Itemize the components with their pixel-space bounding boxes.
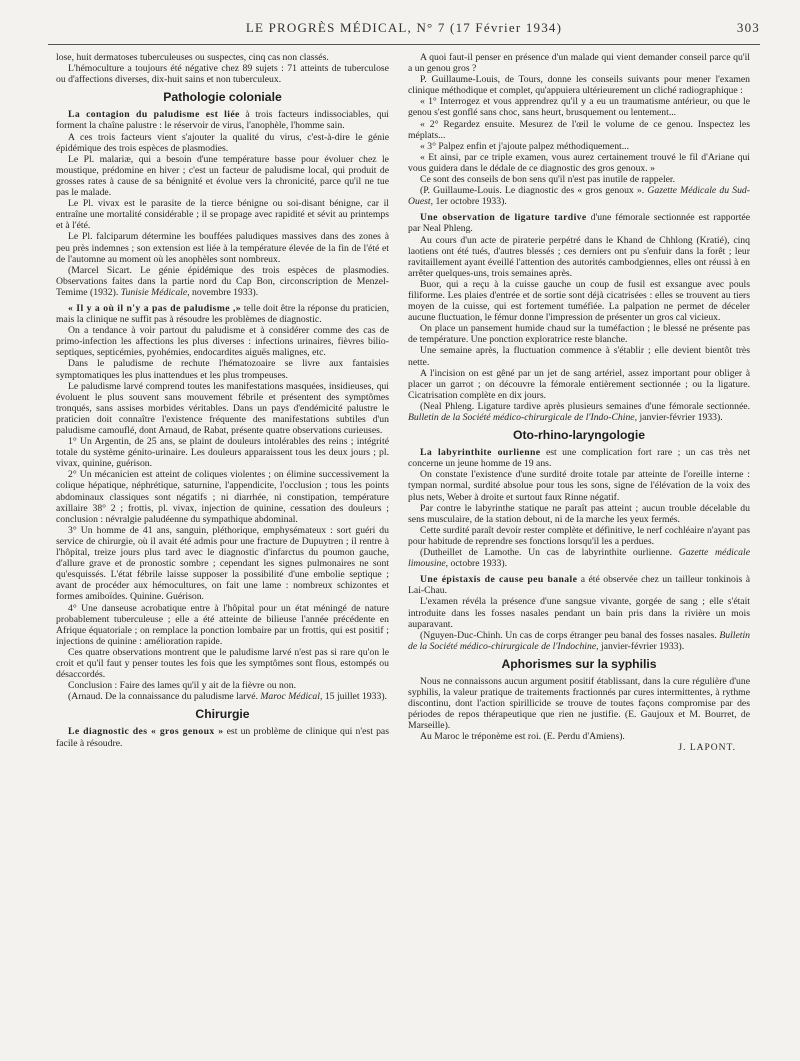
section-heading-aphorismes: Aphorismes sur la syphilis: [501, 656, 657, 671]
paragraph: [408, 574, 750, 596]
paragraph: [56, 109, 389, 131]
paragraph: On constate l'existence d'une surdité droite totale par atteinte de l'oreille interne : tympan normal, surdité absolue pour tous les sons, signe de l'élévation de la voix des plus nets, Weber à droite et surtout faux Rinne négatif.: [408, 469, 750, 503]
paragraph: Dans le paludisme de rechute l'hématozoaire se livre aux fantaisies symptomatiques les plus inattendues et les plus trompeuses.: [56, 358, 389, 381]
page-number: 303: [736, 20, 760, 35]
paragraph: Une semaine après, la fluctuation commence à s'établir ; elle devient bientôt très nette.: [408, 345, 750, 368]
citation: [56, 691, 389, 702]
paragraph: Le Pl. malariæ, qui a besoin d'une température basse pour évoluer chez le moustique, prédomine en hiver ; c'est un facteur de paludisme local, qui produit de grosses rates à cause de sa bénignité et évolue vers la chronicité, parce qu'il ne tue pas le malade.: [56, 153, 389, 199]
paragraph-text: à trois facteurs indissociables, qui forment la chaîne palustre : le réservoir de virus, l'anophèle, l'homme sain.: [56, 109, 389, 132]
citation-source: Gazette Médicale du Sud-Ouest,: [408, 185, 750, 208]
citation: [408, 185, 750, 207]
citation-text: (Nguyen-Duc-Chinh. Un cas de corps étranger peu banal des fosses nasales.: [420, 629, 720, 641]
journal-title: LE PROGRÈS MÉDICAL, N° 7 (17 Février 1934): [245, 20, 563, 35]
paragraph: [408, 447, 750, 469]
lead-phrase: « Il y a où il n'y a pas de paludisme ,»: [68, 302, 242, 314]
citation-text: (Neal Phleng. Ligature tardive après plusieurs semaines d'une fémorale sectionnée.: [420, 400, 750, 412]
paragraph: Nous ne connaissons aucun argument positif établissant, dans la cure régulière d'une syphilis, la valeur pratique de traitements fractionnés par cures intermittentes, à rythme discontinu, dont l'action spirillicide se trouve de toutes façons compromise par des périodes de repos thérapeutique que rien ne justifie. (E. Gaujoux et M. Bourret, de Marseille).: [408, 675, 750, 732]
paragraph: On a tendance à voir partout du paludisme et à considérer comme des cas de primo-infection les affections les plus diverses : infections urinaires, fièvres bilio-septiques, septicémies, pyohémies, endocardites aiguës malignes, etc.: [56, 325, 389, 359]
citation-source: Bulletin de la Société médico-chirurgicale de l'Indo-Chine,: [408, 412, 638, 423]
lead-phrase: Une observation de ligature tardive: [420, 212, 587, 224]
paragraph: Le paludisme larvé comprend toutes les manifestations masquées, insidieuses, qui évoluent le plus souvent sans mouvement fébrile et présentent des symptômes tronqués, sans assises morbides véritables. Dans un pays d'endémicité palustre le praticien doit connaître l'existence fréquente des manifestations subtiles d'un paludisme camouflé, dont Arnaud, de Rabat, présente quatre observations curieuses.: [56, 380, 389, 436]
lead-phrase: La contagion du paludisme est liée: [68, 109, 240, 121]
paragraph: [56, 303, 389, 325]
citation-source: Tunisie Médicale,: [120, 286, 190, 298]
lead-phrase: La labyrinthite ourlienne: [420, 447, 541, 459]
citation-date: 15 juillet 1933).: [322, 691, 387, 703]
paragraph: Buor, qui a reçu à la cuisse gauche un coup de fusil est exsangue avec pouls filiforme. Les plaies d'entrée et de sortie sont déjà cicatrisées : elles se trouvent au tiers moyen de la cuisse, qui est fortement tuméfiée. La palpation ne permet de déceler aucune fluctuation, le fémur donne l'impression de présenter un gros cal vicieux.: [408, 278, 750, 324]
paragraph: L'hémoculture a toujours été négative chez 89 sujets : 71 atteints de tuberculose ou d'affections diverses, dix-huit sains et non tuberculeux.: [56, 63, 389, 86]
paragraph: Au Maroc le tréponème est roi. (E. Perdu d'Amiens).: [420, 731, 625, 743]
citation-text: (Marcel Sicart. Le génie épidémique des trois espèces de plasmodies. Observations faites dans la partie nord du Cap Bon, circonscription de Menzel-Temime (1932).: [56, 264, 389, 298]
citation-source: Bulletin de la Société médico-chirurgicale de l'Indochine,: [408, 629, 750, 652]
citation-source: Gazette médicale limousine,: [408, 547, 750, 570]
running-header: [48, 18, 760, 40]
paragraph: A l'incision on est gêné par un jet de sang artériel, assez important pour obliger à placer un garrot ; on découvre la fémorale entièrement sectionnée ; ou la ligature. Cicatrisation complète en dix jours.: [408, 367, 750, 401]
paragraph: Ce sont des conseils de bon sens qu'il n'est pas inutile de rappeler.: [420, 174, 676, 186]
paragraph: Par contre le labyrinthe statique ne paraît pas atteint ; aucun trouble décelable du sens musculaire, de la station debout, ni de la marche les yeux fermés.: [408, 502, 750, 525]
paragraph-text: est une complication fort rare ; un cas très net concerne un jeune homme de 19 ans.: [408, 447, 751, 470]
paragraph-text: est un problème de clinique qui n'est pas facile à résoudre.: [56, 726, 389, 749]
section-heading-oto-rhino-laryngologie: Oto-rhino-laryngologie: [512, 428, 646, 443]
section-heading-pathologie-coloniale: Pathologie coloniale: [163, 90, 282, 105]
author-signature: J. LAPONT.: [678, 742, 736, 753]
citation-text: (Arnaud. De la connaissance du paludisme larvé.: [68, 691, 261, 703]
paragraph: [408, 212, 750, 234]
paragraph: 4° Une danseuse acrobatique entre à l'hôpital pour un état méningé de nature probablement tuberculeuse ; elle a été atteinte de bilieuse l'année précédente en Afrique équatoriale ; on remplace la ponction lombaire par un frottis, qui est positif ; injections de quinine : amélioration rapide.: [56, 602, 389, 647]
header-rule: [48, 44, 760, 45]
paragraph-text: telle doit être la réponse du praticien, mais la clinique ne suffit pas à résoudre les problèmes de diagnostic.: [56, 302, 389, 326]
paragraph: Au cours d'un acte de piraterie perpétré dans le Khand de Chhlong (Kratié), cinq laotiens ont été tués, d'autres blessés ; ces derniers ont pu s'enfuir dans la forêt ; leur ravitaillement ayant éveillé l'attention des autorités cambodgiennes, elles ont réussi à en arrêter quelques-uns, trois semaines après.: [408, 234, 750, 279]
paragraph: Cette surdité paraît devoir rester complète et définitive, le nerf cochléaire n'ayant pas pour habitude de reprendre ses fonctions lorsqu'il les a perdues.: [408, 524, 750, 547]
paragraph: Ces quatre observations montrent que le paludisme larvé n'est pas si rare qu'on le croit et qu'il faut y penser toutes les fois que les symptômes sont flous, estompés ou désaccordés.: [56, 646, 389, 681]
citation-text: (P. Guillaume-Louis. Le diagnostic des « gros genoux ».: [420, 185, 648, 197]
citation-date: janvier-février 1933).: [637, 412, 723, 423]
paragraph: P. Guillaume-Louis, de Tours, donne les conseils suivants pour mener l'examen clinique méthodique et complet, qu'appuiera ultérieurement un cliché radiographique :: [408, 74, 750, 97]
right-column: [408, 52, 750, 754]
paragraph: [56, 726, 389, 748]
citation: [408, 547, 750, 569]
paragraph: Conclusion : Faire des lames qu'il y ait de la fièvre ou non.: [68, 680, 297, 692]
quote: « 2° Regardez ensuite. Mesurez de l'œil le volume de ce genou. Inspectez les méplats...: [408, 118, 750, 141]
paragraph: A ces trois facteurs vient s'ajouter la qualité du virus, c'est-à-dire le génie épidémique des trois espèces de plasmodies.: [56, 131, 389, 154]
quote: « 1° Interrogez et vous apprendrez qu'il y a eu un traumatisme antérieur, ou que le genou s'est gonflé sans choc, sans heurt, brusquement ou lentement...: [408, 96, 750, 119]
citation-date: 1er octobre 1933).: [433, 196, 507, 208]
paragraph: 3° Un homme de 41 ans, sanguin, pléthorique, emphysémateux : sort guéri du service de chirurgie, où il avait été admis pour une fracture de Dupuytren ; il rentre à l'hôpital, treize jours plus tard avec le diagnostic d'infarctus du poumon gauche, d'allure grave et de pronostic sombre ; cependant les signes pulmonaires ne sont qu'esquissés. L'état fébrile laisse supposer la possibilité d'une embolie septique ; avant de procéder aux hémocultures, on fait une lame : nombreux schizontes et formes amiboïdes. Quinine. Guérison.: [56, 524, 389, 603]
section-heading-chirurgie: Chirurgie: [195, 707, 250, 722]
citation-date: octobre 1933).: [448, 558, 508, 570]
citation-source: Maroc Médical,: [260, 691, 323, 703]
citation: [408, 630, 750, 652]
paragraph: lose, huit dermatoses tuberculeuses ou suspectes, cinq cas non classés.: [56, 52, 329, 63]
paragraph: A quoi faut-il penser en présence d'un malade qui vient demander conseil parce qu'il a un genou gros ?: [408, 52, 750, 75]
paragraph-text: d'une fémorale sectionnée est rapportée par Neal Phleng.: [408, 212, 751, 235]
citation: [56, 265, 389, 298]
citation: [408, 401, 750, 423]
citation-text: (Dutheillet de Lamothe. Un cas de labyrinthite ourlienne.: [420, 547, 679, 559]
paragraph: Le Pl. vivax est le parasite de la tierce bénigne ou soi-disant bénigne, car il entraîne une mortalité considérable ; il se propage avec rapidité et sévit au printemps et à l'été.: [56, 198, 389, 232]
paragraph: L'examen révéla la présence d'une sangsue vivante, gorgée de sang ; elle s'était introduite dans les fosses nasales pendant un bain pris dans la rivière un mois auparavant.: [408, 596, 750, 630]
paragraph: 2° Un mécanicien est atteint de coliques violentes ; on élimine successivement la colique hépatique, néphrétique, saturnine, l'appendicite, l'occlusion ; tous les points abdominaux classiques sont négatifs ; ni diarrhée, ni constipation, température axillaire 38° 2 ; frottis, pl. vivax, injection de quinine, cessation des douleurs ; conclusion : névralgie paludéenne du sympathique abdominal.: [56, 469, 389, 525]
paragraph: Le Pl. falciparum détermine les bouffées paludiques massives dans des zones à peu près indemnes ; son extension est liée à la température élevée de la fin de l'été et de l'automne au moment où les anophèles sont nombreux.: [56, 231, 389, 265]
lead-phrase: Le diagnostic des « gros genoux »: [68, 726, 224, 738]
citation-date: janvier-février 1933).: [598, 640, 685, 652]
paragraph: 1° Un Argentin, de 25 ans, se plaint de douleurs intolérables des reins ; intégrité totale du système génito-urinaire. Les douleurs apparaissent tous les deux jours ; pl. vivax, quinine, guérison.: [56, 436, 389, 470]
paragraph-text: a été observée chez un tailleur tonkinois à Lai-Chau.: [408, 574, 750, 597]
left-column: [56, 52, 389, 749]
lead-phrase: Une épistaxis de cause peu banale: [420, 574, 578, 586]
paragraph: On place un pansement humide chaud sur la tuméfaction ; le blessé ne présente pas de température. Une ponction exploratrice reste blanche.: [408, 323, 750, 346]
quote: « 3° Palpez enfin et j'ajoute palpez méthodiquement...: [420, 140, 629, 152]
citation-date: novembre 1933).: [189, 286, 259, 298]
quote: « Et ainsi, par ce triple examen, vous aurez certainement trouvé le fil d'Ariane qui vous guidera dans le dédale de ce diagnostic des gros genoux. »: [408, 151, 750, 174]
